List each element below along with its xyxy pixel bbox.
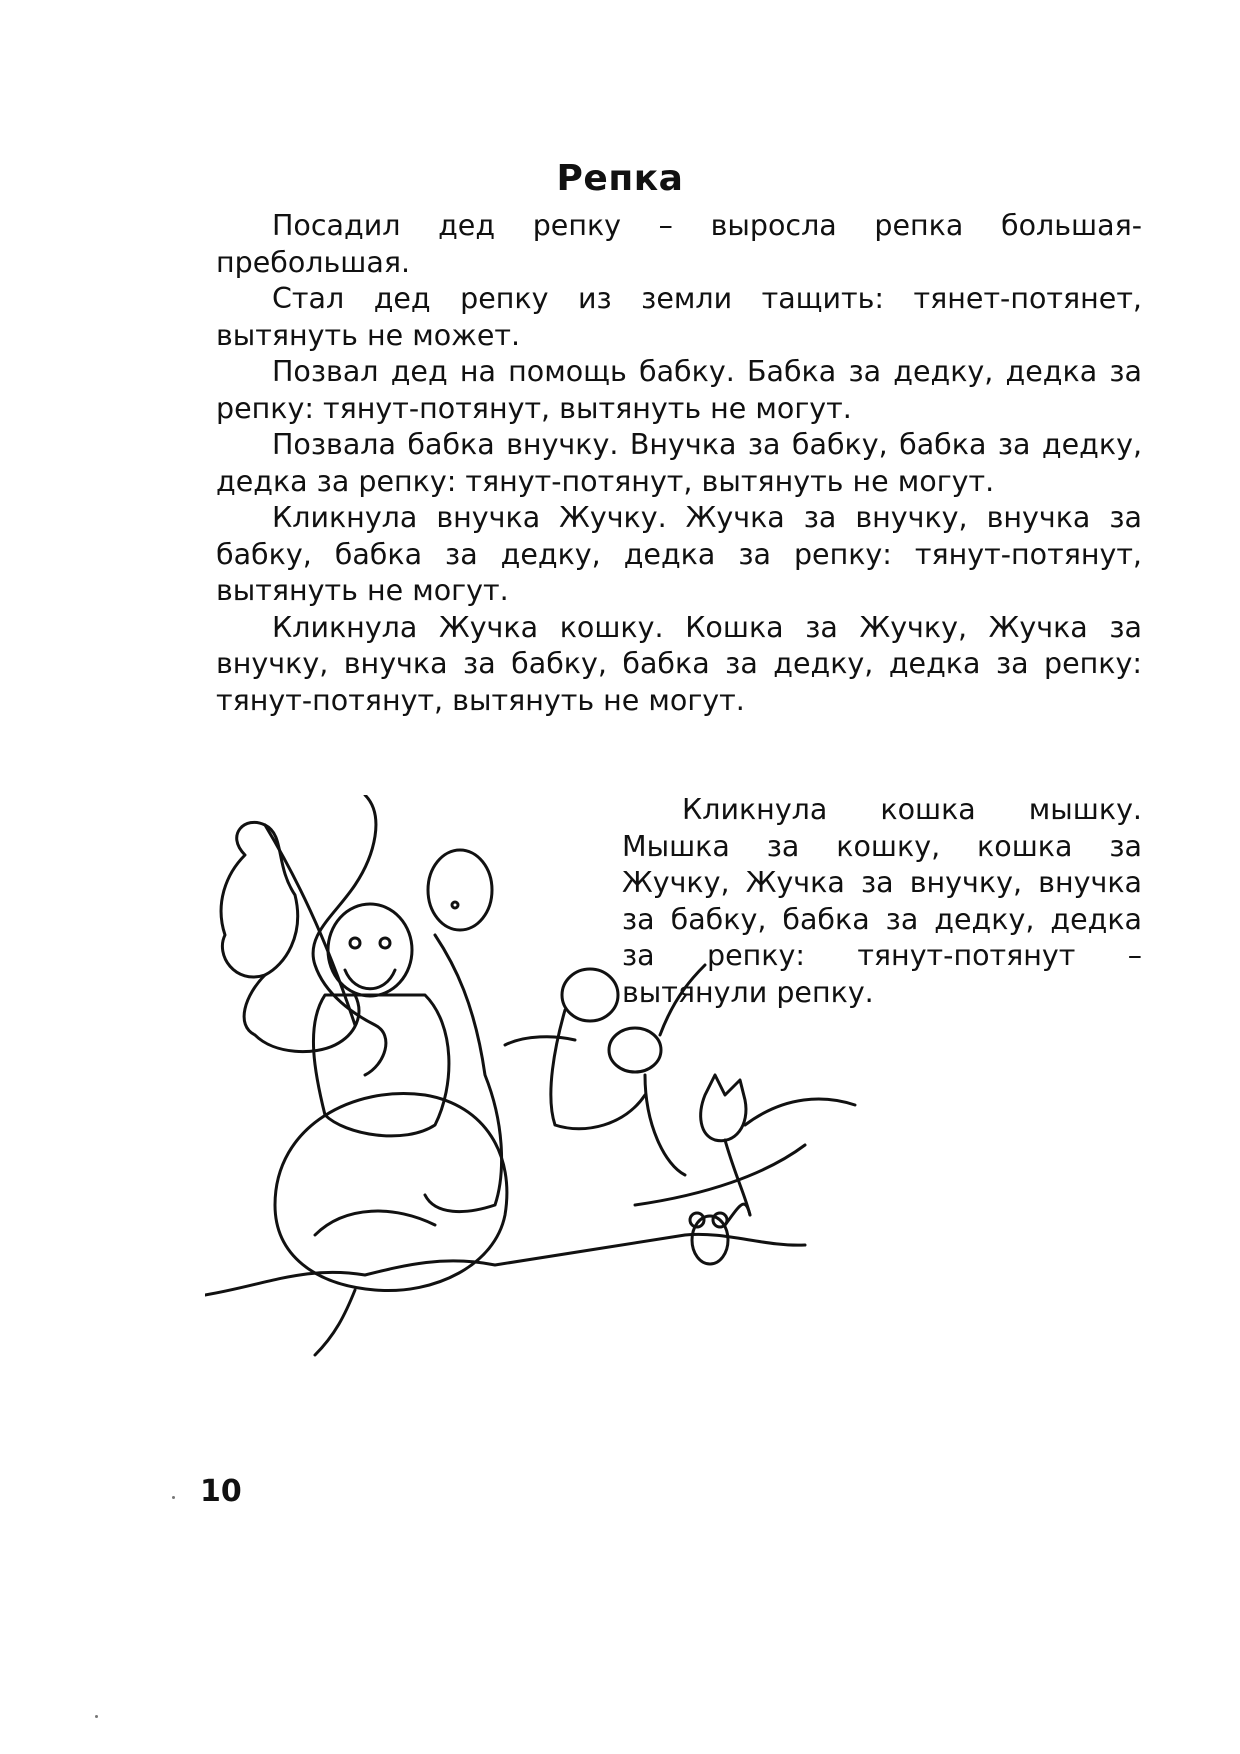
page-number: 10	[200, 1474, 242, 1509]
paragraph-6: Кликнула Жучка кошку. Кошка за Жучку, Жучка за внучку, внучка за бабку, бабка за дедку, дедка за репку: тянут-потянут, вытянуть не могут.	[216, 610, 1142, 717]
cat	[701, 1075, 746, 1141]
page-title: Репка	[556, 158, 684, 199]
story-text	[216, 208, 1142, 719]
paragraph-4: Позвала бабка внучку. Внучка за бабку, бабка за дедку, дедка за репку: тянут-потянут, вытянуть не могут.	[216, 428, 1142, 498]
turnip-illustration	[205, 795, 905, 1445]
paragraph-5: Кликнула внучка Жучку. Жучка за внучку, внучка за бабку, бабка за дедку, дедка за репку: тянут-потянут, вытянуть не могут.	[216, 501, 1142, 607]
paragraph-1: Посадил дед репку – выросла репка большая-пребольшая.	[216, 209, 1142, 279]
granddaughter-head	[562, 969, 618, 1021]
paragraph-7: Кликнула кошка мышку. Мышка за кошку, кошка за Жучку, Жучка за внучку, внучка за бабку, бабка за дедку, дедка за репку: тянут-потянут – вытянули репку.	[622, 793, 1142, 1009]
paragraph-2: Стал дед репку из земли тащить: тянет-потянет, вытянуть не может.	[216, 282, 1142, 352]
dog-head	[609, 1028, 661, 1072]
scan-speck	[95, 1715, 98, 1718]
paragraph-3: Позвал дед на помощь бабку. Бабка за дедку, дедка за репку: тянут-потянут, вытянуть не могут.	[216, 355, 1142, 425]
leaf-left	[221, 822, 298, 977]
mouse	[692, 1216, 728, 1264]
scan-speck	[172, 1496, 175, 1499]
grandfather-head	[328, 904, 412, 996]
grandmother-head	[428, 850, 492, 930]
